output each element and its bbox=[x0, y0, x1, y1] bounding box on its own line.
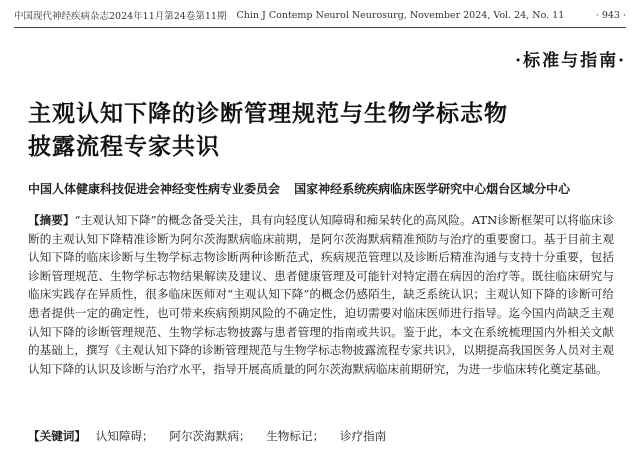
page-number: · 943 · bbox=[595, 9, 626, 21]
section-label: ·标准与指南· bbox=[515, 51, 626, 71]
abstract bbox=[28, 211, 614, 378]
abstract-label: 【摘要】 bbox=[28, 213, 75, 227]
keyword: 认知障碍； bbox=[95, 429, 154, 443]
running-header bbox=[14, 6, 626, 24]
keywords-label: 【关键词】 bbox=[28, 429, 86, 443]
keyword: 阿尔茨海默病； bbox=[169, 429, 251, 443]
keyword: 生物标记； bbox=[266, 429, 325, 443]
keywords bbox=[28, 428, 626, 444]
keyword: 诊疗指南 bbox=[339, 429, 387, 443]
article-title bbox=[28, 97, 588, 163]
authors: 中国人体健康科技促进会神经变性病专业委员会 国家神经系统疾病临床医学研究中心烟台区域分中心 bbox=[28, 182, 571, 196]
journal-en: Chin J Contemp Neurol Neurosurg, November 2024, Vol. 24, No. 11 bbox=[236, 9, 565, 21]
title-line-1: 主观认知下降的诊断管理规范与生物学标志物 bbox=[28, 100, 508, 127]
abstract-text: “主观认知下降”的概念备受关注，具有向轻度认知障碍和痴呆转化的高风险。ATN诊断框架可以将临床诊断的主观认知下降精准诊断为阿尔茨海默病临床前期，是阿尔茨海默病精准预防与治疗的重要窗口。基于目前主观认知下降的临床诊断与生物学标志物诊断两种诊断范式，疾病规范管理以及诊断后精准沟通与支持十分重要，包括诊断管理规范、生物学标志物结果解读及建议、患者健康管理及可能针对特定潜在病因的治疗等。既往临床研究与临床实践存在异质性，很多临床医师对“主观认知下降”的概念仍感陌生，缺乏系统认识；主观认知下降的诊断可给患者提供一定的确定性，也可带来疾病预期风险的不确定性，迫切需要对临床医师进行指导。迄今国内尚缺乏主观认知下降的诊断管理规范、生物学标志物披露与患者管理的指南或共识。鉴于此，本文在系统梳理国内外相关文献的基础上，撰写《主观认知下降的诊断管理规范与生物学标志物披露流程专家共识》，以期提高我国医务人员对主观认知下降的认识及诊断与治疗水平，指导开展高质量的阿尔茨海默病临床前期研究，为进一步临床转化奠定基础。 bbox=[28, 213, 614, 376]
header-rule bbox=[14, 27, 626, 28]
journal-cn: 中国现代神经疾病杂志2024年11月第24卷第11期 bbox=[14, 11, 227, 22]
title-line-2: 披露流程专家共识 bbox=[28, 133, 220, 160]
